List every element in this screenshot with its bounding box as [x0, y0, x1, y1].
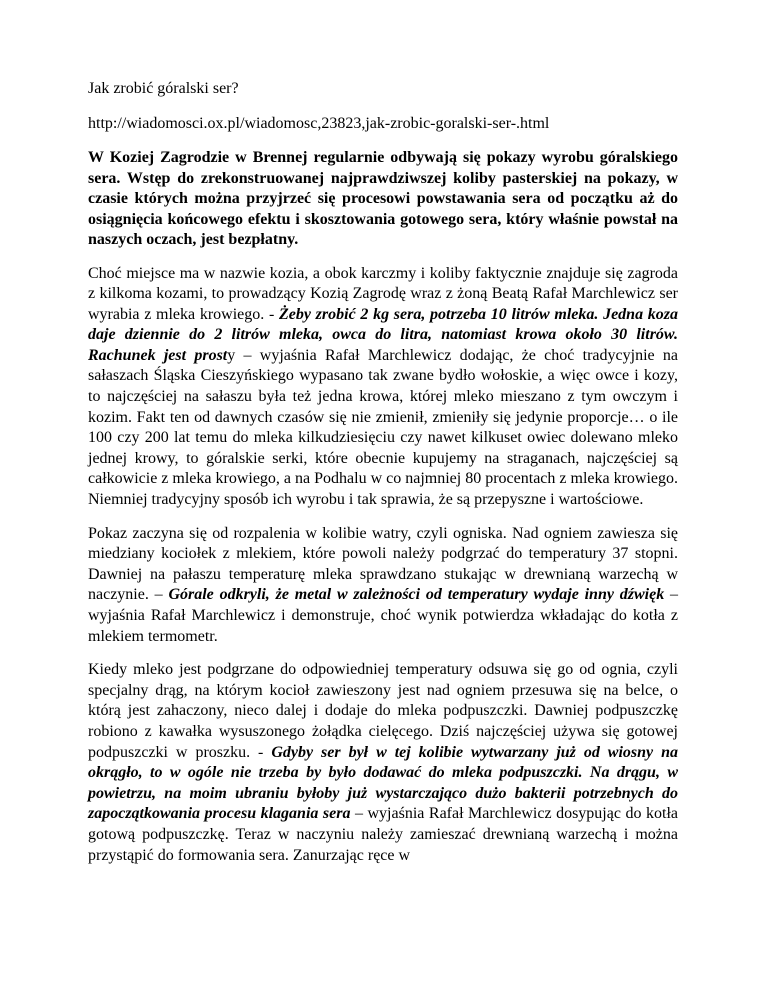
lead-paragraph: W Koziej Zagrodzie w Brennej regularnie odbywają się pokazy wyrobu góralskiego sera. Wstęp do zrekonstruowanej najprawdziwszej koliby pasterskiej na pokazy, w czasie których można przyjrzeć się procesowi powstawania sera od początku aż do osiągnięcia końcowego efektu i skosztowania gotowego sera, który właśnie powstał na naszych oczach, jest bezpłatny.	[88, 149, 678, 248]
body-paragraph	[88, 524, 678, 648]
body-paragraph	[88, 660, 678, 866]
source-url: http://wiadomosci.ox.pl/wiadomosc,23823,jak-zrobic-goralski-ser-.html	[88, 115, 550, 132]
quote-text: Górale odkryli, że metal w zależności od temperatury wydaje inny dźwięk	[168, 586, 665, 604]
document-page	[88, 78, 678, 879]
paragraph-text: Pokaz zaczyna się od rozpalenia w kolibie watry, czyli ogniska. Nad ogniem zawiesza się miedziany kociołek z mlekiem, które powoli należy podgrzać do temperatury 37 stopni. Dawniej na pałaszu temperaturę mleka sprawdzano stukając w drewnianą warzechą w naczynie. –	[88, 524, 678, 604]
paragraph-text: y – wyjaśnia Rafał Marchlewicz dodając, że choć tradycyjnie na sałaszach Śląska Cieszyńskiego wypasano tak zwane bydło wołoskie, a więc owce i kozy, to najczęściej na sałaszu była też jedna krowa, której mleko mieszano z tym owczym i kozim. Fakt ten od dawnych czasów się nie zmienił, zmieniły się jedynie proporcje… o ile 100 czy 200 lat temu do mleka kilkudziesięciu czy nawet kilkuset owiec dolewano mleko jednej krowy, to góralskie serki, które obecnie kupujemy na straganach, najczęściej są całkowicie z mleka krowiego, a na Podhalu w co najmniej 80 procentach z mleka krowiego. Niemniej tradycyjny sposób ich wyrobu i tak sprawia, że są przepyszne i wartościowe.	[88, 346, 679, 509]
paragraph-text: – wyjaśnia Rafał Marchlewicz dosypując do kotła gotową podpuszczkę. Teraz w naczyniu należy zamieszać drewnianą warzechą i można przystąpić do formowania sera. Zanurzając ręce w	[88, 805, 678, 864]
paragraph-text: – wyjaśnia Rafał Marchlewicz i demonstruje, choć wynik potwierdza wkładając do kotła z mlekiem termometr.	[88, 586, 679, 645]
article-title: Jak zrobić góralski ser?	[88, 80, 239, 97]
quote-text: Gdyby ser był w tej kolibie wytwarzany już od wiosny na okrągło, to w ogóle nie trzeba by było dodawać do mleka podpuszczki. Na drągu, w powietrzu, na moim ubraniu byłoby już wystarczająco dużo bakterii potrzebnych do zapoczątkowania procesu klagania sera	[88, 743, 679, 823]
body-paragraph	[88, 264, 678, 511]
paragraph-text: Kiedy mleko jest podgrzane do odpowiedniej temperatury odsuwa się go od ognia, czyli specjalny drąg, na którym kocioł zawieszony jest nad ogniem przesuwa się na belce, o którą jest zahaczony, nieco dalej i dodaje do mleka podpuszczki. Dawniej podpuszczkę robiono z kawałka wysuszonego żołądka cielęcego. Dziś najczęściej używa się gotowej podpuszczki w proszku. -	[88, 661, 678, 761]
quote-text: Żeby zrobić 2 kg sera, potrzeba 10 litrów mleka. Jedna koza daje dziennie do 2 litrów mleka, owca do litra, natomiast krowa około 30 litrów. Rachunek jest prost	[88, 305, 679, 364]
paragraph-text: Choć miejsce ma w nazwie kozia, a obok karczmy i koliby faktycznie znajduje się zagroda z kilkoma kozami, to prowadzący Kozią Zagrodę wraz z żoną Beatą Rafał Marchlewicz ser wyrabia z mleka krowiego. -	[88, 264, 678, 323]
